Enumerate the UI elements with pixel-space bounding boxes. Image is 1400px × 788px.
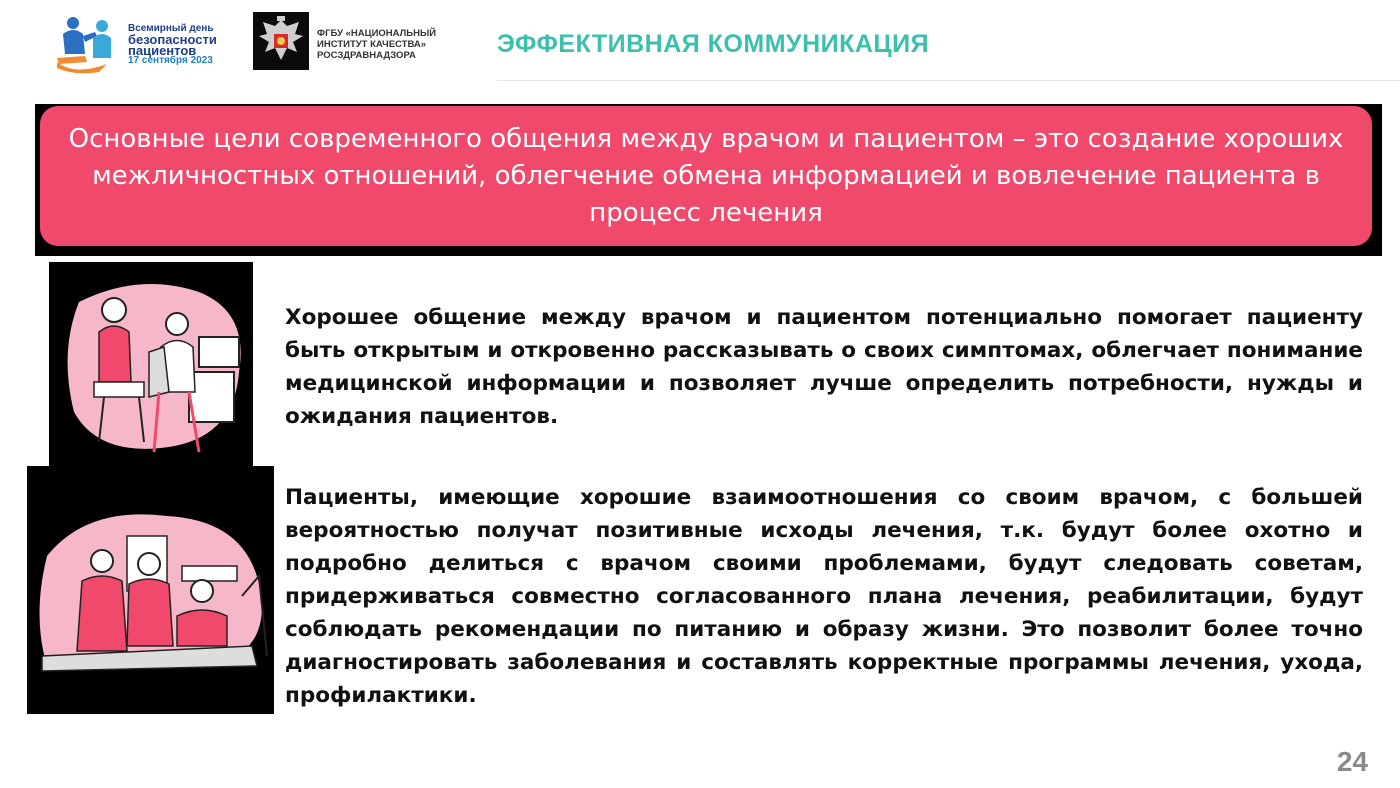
page-title: ЭФФЕКТИВНАЯ КОММУНИКАЦИЯ [497, 30, 930, 58]
double-headed-eagle-icon [253, 12, 309, 70]
hospital-ward-illustration [27, 466, 274, 714]
fgbu-line1: ФГБУ «НАЦИОНАЛЬНЫЙ [317, 28, 437, 39]
fgbu-line2: ИНСТИТУТ КАЧЕСТВА» [317, 39, 427, 50]
fgbu-line3: РОСЗДРАВНАДЗОРА [317, 50, 416, 61]
banner-text: Основные цели современного общения между врачом и пациентом – это создание хороших межличностных отношений, облегчение обмена информацией и вовлечение пациента в процесс лечения [68, 123, 1344, 228]
wpsd-line3: пациентов [128, 43, 197, 58]
doctor-patient-consultation-illustration [49, 262, 253, 467]
key-message-banner [40, 106, 1372, 246]
wpsd-line1: Всемирный день [128, 23, 214, 34]
wpsd-text [128, 24, 217, 66]
header-divider [497, 80, 1400, 81]
world-patient-safety-day-logo [55, 14, 240, 74]
fgbu-text [317, 28, 436, 61]
wpsd-date: 17 сентября 2023 [128, 55, 213, 66]
wpsd-line2: безопасности [128, 32, 217, 47]
paragraph-positive-outcomes: Пациенты, имеющие хорошие взаимоотношения со своим врачом, с большей вероятностью получат позитивные исходы лечения, т.к. будут более охотно и подробно делиться с врачом своими проблемами, будут следовать советам, придерживаться совместно согласованного плана лечения, реабилитации, будут соблюдать рекомендации по питанию и образу жизни. Это позволит более точно диагностировать заболевания и составлять корректные программы лечения, ухода, профилактики. [285, 485, 1363, 708]
people-icon [55, 14, 125, 74]
page-number: 24 [1336, 746, 1368, 777]
paragraph-good-communication: Хорошее общение между врачом и пациентом потенциально помогает пациенту быть открытым и откровенно рассказывать о своих симптомах, облегчает понимание медицинской информации и позволяет лучше определить потребности, нужды и ожидания пациентов. [285, 305, 1363, 429]
fgbu-logo [253, 12, 493, 70]
